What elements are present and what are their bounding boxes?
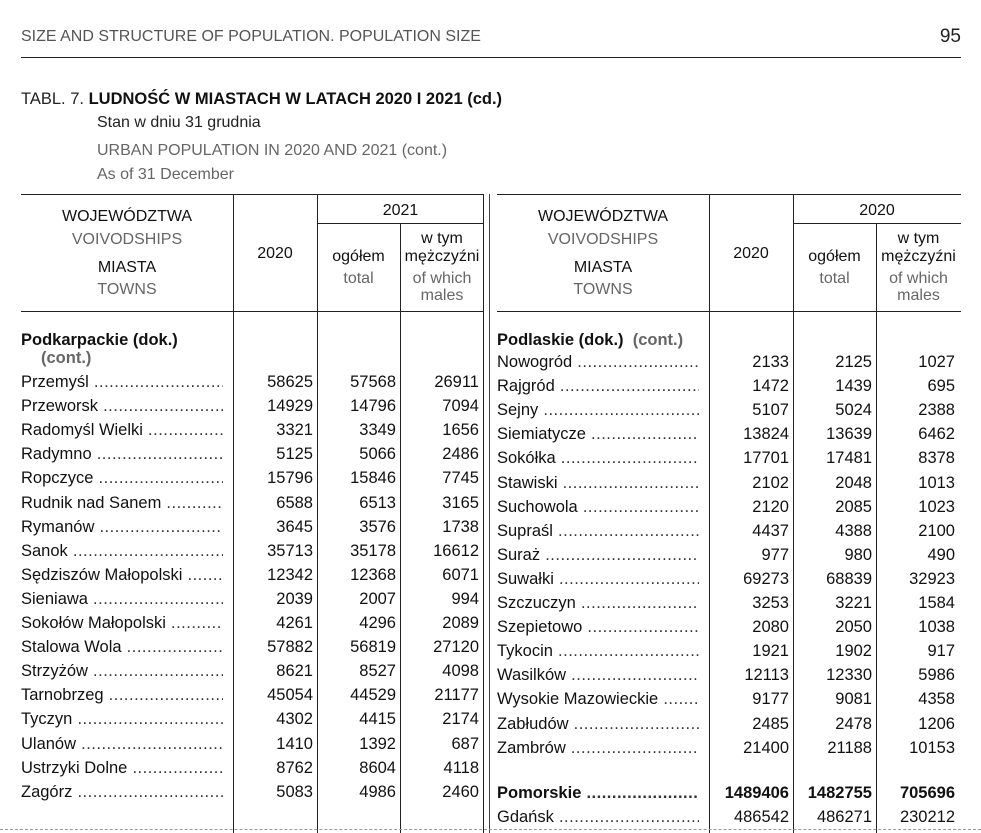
value-v2020: 4261 <box>276 614 313 632</box>
running-head <box>21 28 961 58</box>
town-name <box>497 715 699 734</box>
value-males: 4118 <box>443 758 479 777</box>
town-name-text: Rymanów ..... <box>21 518 223 536</box>
value-males: 21177 <box>434 686 479 705</box>
town-name <box>21 783 223 802</box>
value-v2020: 2120 <box>752 497 789 516</box>
town-name-text: Przemyśl ..... <box>21 373 223 391</box>
value-males: 1656 <box>442 421 479 440</box>
value-v2020: 6588 <box>276 493 313 512</box>
value-total: 486271 <box>816 808 872 826</box>
value-males: 1023 <box>918 497 955 516</box>
value-v2020: 13824 <box>743 425 789 444</box>
town-name-text: Rajgród ..... <box>497 377 699 395</box>
town-name <box>21 469 223 488</box>
town-name-text: Stawiski ..... <box>497 474 699 492</box>
value-males: 6462 <box>918 425 955 444</box>
value-v2020: 8762 <box>276 758 313 777</box>
value-v2020: 12113 <box>744 666 789 685</box>
town-name-text: Szepietowo ..... <box>497 618 699 636</box>
header-towns-en: TOWNS <box>97 281 157 298</box>
town-name-text: Sokółka ..... <box>497 449 699 467</box>
value-males: 32923 <box>909 569 955 588</box>
value-v2020: 1921 <box>752 642 789 661</box>
value-total: 13639 <box>826 425 872 444</box>
value-total: 2050 <box>835 618 872 637</box>
value-v2020: 977 <box>761 545 789 564</box>
town-name-text: Ulanów ..... <box>21 735 223 753</box>
value-males: 7745 <box>442 469 479 488</box>
town-name <box>21 494 223 513</box>
town-name <box>497 666 699 685</box>
town-name-text: Radomyśl Wielki ..... <box>21 421 223 439</box>
town-name-text: Siemiatycze ..... <box>497 425 699 443</box>
value-v2020: 4302 <box>276 710 313 729</box>
town-name <box>21 686 223 705</box>
town-name <box>497 594 699 613</box>
header-towns-en: TOWNS <box>573 281 633 298</box>
page-cut-line <box>0 829 981 830</box>
header-total-en: total <box>819 270 850 287</box>
value-males: 917 <box>927 642 955 661</box>
value-total: 44529 <box>350 686 396 705</box>
town-name <box>497 570 699 589</box>
value-males: 10153 <box>909 738 955 757</box>
value-males: 490 <box>927 545 955 564</box>
value-total: 35178 <box>350 541 396 560</box>
table-title-en: URBAN POPULATION IN 2020 AND 2021 (cont.) <box>97 142 448 159</box>
header-towns-pl: MIASTA <box>573 259 633 276</box>
value-males: 1027 <box>918 353 955 371</box>
value-total: 3576 <box>359 517 396 536</box>
town-name <box>497 449 699 468</box>
header-group-2021: 2021 <box>382 202 419 219</box>
value-total: 980 <box>844 545 872 564</box>
value-total: 4986 <box>359 782 396 801</box>
town-name-text: Gdańsk ..... <box>497 808 699 826</box>
town-name-text: Suchowola ..... <box>497 498 699 516</box>
header-males-pl-2: mężczyźni <box>881 248 956 265</box>
header-2020: 2020 <box>733 245 769 262</box>
value-v2020: 3321 <box>276 421 313 440</box>
value-males: 695 <box>927 377 955 396</box>
value-males: 1013 <box>918 473 955 492</box>
header-voivodships-en: VOIVODSHIPS <box>71 231 183 248</box>
town-name <box>21 590 223 609</box>
value-males: 27120 <box>433 638 479 657</box>
value-v2020: 4437 <box>752 521 789 540</box>
town-name <box>497 642 699 661</box>
town-name <box>21 638 223 657</box>
value-total: 4388 <box>835 521 872 540</box>
town-name-text: Suwałki ..... <box>497 570 699 588</box>
value-males: 2174 <box>442 710 479 729</box>
value-v2020: 2485 <box>752 714 789 733</box>
value-total: 17481 <box>826 449 872 468</box>
town-name-text: Zagórz ..... <box>21 783 223 801</box>
value-males: 705696 <box>899 784 955 802</box>
town-name-text: Przeworsk ..... <box>21 397 223 415</box>
section-title-en: (cont.) <box>632 331 684 349</box>
town-name <box>21 445 223 464</box>
value-v2020: 35713 <box>267 541 313 560</box>
header-males-pl-1: w tym <box>897 230 940 247</box>
value-v2020: 1410 <box>276 734 313 753</box>
value-males: 687 <box>451 734 479 753</box>
town-name <box>497 808 699 827</box>
value-males: 994 <box>451 589 479 608</box>
town-name-text: Ropczyce ..... <box>21 469 223 487</box>
value-males: 16612 <box>433 541 479 560</box>
value-males: 1738 <box>442 517 479 536</box>
section-title-pl: Podkarpackie (dok.) <box>21 331 178 349</box>
town-name-text: Radymno ..... <box>21 445 223 463</box>
header-males-en-2: males <box>420 287 464 304</box>
value-males: 1206 <box>918 714 955 733</box>
table-subtitle-pl: Stan w dniu 31 grudnia <box>97 114 261 131</box>
town-name-text: Zabłudów ..... <box>497 715 699 733</box>
town-name-text: Tykocin ..... <box>497 642 699 660</box>
town-name <box>21 421 223 440</box>
value-total: 4415 <box>359 710 396 729</box>
section-title <box>497 331 683 350</box>
town-name <box>21 662 223 681</box>
town-name-text: Strzyżów ..... <box>21 662 223 680</box>
town-name <box>21 759 223 778</box>
town-name <box>21 518 223 537</box>
value-v2020: 2133 <box>752 353 789 371</box>
value-males: 2388 <box>918 401 955 420</box>
value-total: 12330 <box>826 666 872 685</box>
town-name <box>497 498 699 517</box>
header-towns-pl: MIASTA <box>97 259 157 276</box>
header-total-pl: ogółem <box>332 248 385 265</box>
town-name-text: Suraż ..... <box>497 546 699 564</box>
header-total-pl: ogółem <box>808 248 861 265</box>
value-total: 14796 <box>350 397 396 416</box>
value-v2020: 58625 <box>267 373 313 391</box>
value-v2020: 15796 <box>267 469 313 488</box>
town-name <box>21 735 223 754</box>
value-total: 5024 <box>835 401 872 420</box>
value-males: 7094 <box>442 397 479 416</box>
header-total-en: total <box>343 270 374 287</box>
section-title-pl: Podlaskie (dok.) <box>497 331 624 349</box>
value-v2020: 2080 <box>752 618 789 637</box>
value-total: 2007 <box>359 589 396 608</box>
town-name <box>21 373 223 392</box>
value-total: 21188 <box>827 738 872 757</box>
value-total: 5066 <box>359 445 396 464</box>
header-group-2020: 2020 <box>859 202 895 219</box>
value-total: 57568 <box>350 373 396 391</box>
value-v2020: 9177 <box>752 690 789 709</box>
town-name-text: Nowogród ..... <box>497 353 699 371</box>
town-name-text: Tyczyn ..... <box>21 710 223 728</box>
town-name <box>497 690 699 709</box>
value-males: 8378 <box>918 449 955 468</box>
value-v2020: 5125 <box>276 445 313 464</box>
value-v2020: 69273 <box>743 569 789 588</box>
value-males: 26911 <box>434 373 479 391</box>
town-name-text: Sanok ..... <box>21 542 223 560</box>
town-name-text: Supraśl ..... <box>497 522 699 540</box>
value-v2020: 12342 <box>267 565 313 584</box>
value-total: 9081 <box>835 690 872 709</box>
town-name <box>497 546 699 565</box>
town-name <box>497 353 699 372</box>
town-name-text: Sejny ..... <box>497 401 699 419</box>
town-name-text: Sieniawa ..... <box>21 590 223 608</box>
value-v2020: 57882 <box>267 638 313 657</box>
town-name-text: Wasilków ..... <box>497 666 699 684</box>
value-males: 2486 <box>442 445 479 464</box>
value-total: 8604 <box>359 758 396 777</box>
left-table <box>21 194 484 833</box>
town-name <box>21 566 223 585</box>
value-total: 2478 <box>835 714 872 733</box>
value-total: 2125 <box>835 353 872 371</box>
value-males: 1038 <box>918 618 955 637</box>
town-name <box>497 618 699 637</box>
value-total: 12368 <box>350 565 396 584</box>
value-males: 2100 <box>918 521 955 540</box>
header-males-en-1: of which <box>889 270 948 287</box>
town-name-text: Sędziszów Małopolski ..... <box>21 566 223 584</box>
town-name <box>497 425 699 444</box>
page-number: 95 <box>939 26 961 47</box>
town-name <box>497 784 699 803</box>
town-name-text: Szczuczyn ..... <box>497 594 699 612</box>
value-males: 4098 <box>442 662 479 681</box>
header-voivodships-pl: WOJEWÓDZTWA <box>537 208 669 225</box>
value-males: 230212 <box>899 808 955 826</box>
town-name-text: Wysokie Mazowieckie ..... <box>497 690 699 708</box>
town-name-text: Zambrów ..... <box>497 739 699 757</box>
town-name <box>497 401 699 420</box>
header-males-pl-1: w tym <box>421 230 463 247</box>
value-males: 1584 <box>918 594 955 612</box>
value-v2020: 17701 <box>743 449 789 468</box>
value-total: 3349 <box>359 421 396 440</box>
header-voivodships-en: VOIVODSHIPS <box>547 231 659 248</box>
town-name-text: Pomorskie ..... <box>497 784 699 802</box>
value-total: 1439 <box>835 377 872 396</box>
town-name-text: Sokołów Małopolski ..... <box>21 614 223 632</box>
value-total: 2048 <box>835 473 872 492</box>
table-title-pl: LUDNOŚĆ W MIASTACH W LATACH 2020 I 2021 (cd.) <box>88 90 503 108</box>
value-v2020: 1489406 <box>724 784 789 802</box>
town-name-text: Stalowa Wola ..... <box>21 638 223 656</box>
value-males: 2460 <box>442 782 479 801</box>
value-v2020: 3645 <box>276 517 313 536</box>
value-v2020: 5083 <box>276 782 313 801</box>
value-total: 8527 <box>359 662 396 681</box>
value-v2020: 486542 <box>733 808 789 826</box>
town-name-text: Rudnik nad Sanem ..... <box>21 494 223 512</box>
table-number: TABL. 7. <box>21 90 84 108</box>
value-males: 6071 <box>442 565 479 584</box>
value-total: 68839 <box>826 569 872 588</box>
town-name <box>497 377 699 396</box>
header-voivodships-pl: WOJEWÓDZTWA <box>61 208 193 225</box>
value-total: 1482755 <box>807 784 872 802</box>
value-total: 15846 <box>350 469 396 488</box>
value-total: 2085 <box>835 497 872 516</box>
value-males: 2089 <box>442 614 479 632</box>
header-2020: 2020 <box>257 245 293 262</box>
town-name-text: Ustrzyki Dolne ..... <box>21 759 223 777</box>
value-total: 1392 <box>359 734 396 753</box>
town-name <box>21 397 223 416</box>
town-name <box>21 542 223 561</box>
value-v2020: 5107 <box>752 401 789 420</box>
value-males: 5986 <box>918 666 955 685</box>
town-name <box>21 614 223 633</box>
header-males-en-2: males <box>897 287 940 304</box>
town-name <box>497 522 699 541</box>
right-table <box>497 194 961 833</box>
town-name <box>21 710 223 729</box>
value-total: 56819 <box>350 638 396 657</box>
value-total: 4296 <box>359 614 396 632</box>
section-title-en: (cont.) <box>41 349 92 367</box>
value-total: 6513 <box>359 493 396 512</box>
running-head-title: SIZE AND STRUCTURE OF POPULATION. POPULATION SIZE <box>21 28 481 45</box>
header-males-en-1: of which <box>412 270 472 287</box>
value-v2020: 14929 <box>267 397 313 416</box>
town-name <box>497 474 699 493</box>
value-v2020: 8621 <box>276 662 313 681</box>
value-v2020: 3253 <box>752 594 789 612</box>
header-males-pl-2: mężczyźni <box>404 248 480 265</box>
value-v2020: 2039 <box>276 589 313 608</box>
value-v2020: 21400 <box>743 738 789 757</box>
town-name <box>497 739 699 758</box>
value-males: 3165 <box>442 493 479 512</box>
value-total: 1902 <box>835 642 872 661</box>
value-total: 3221 <box>835 594 872 612</box>
value-v2020: 1472 <box>752 377 789 396</box>
value-males: 4358 <box>918 690 955 709</box>
table-subtitle-en: As of 31 December <box>97 166 234 183</box>
value-v2020: 45054 <box>267 686 313 705</box>
value-v2020: 2102 <box>752 473 789 492</box>
table-title <box>21 90 502 109</box>
town-name-text: Tarnobrzeg ..... <box>21 686 223 704</box>
